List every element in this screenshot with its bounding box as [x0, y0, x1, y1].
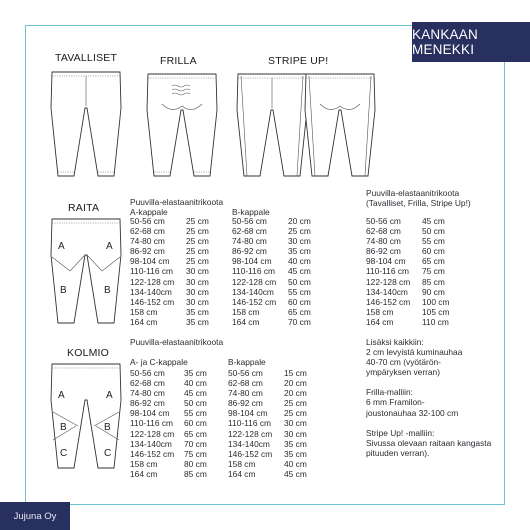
table-row [366, 226, 449, 236]
basic-fabric-label: Puuvilla-elastaanitrikoota [366, 188, 460, 198]
length-cell: 60 cm [288, 296, 311, 307]
table-row [232, 317, 311, 327]
table-row [130, 266, 209, 276]
kolmio-piece-a-left: A [58, 390, 65, 401]
kolmio-table-a [130, 368, 207, 479]
table-row [228, 439, 307, 449]
length-cell: 15 cm [284, 368, 307, 378]
table-row [366, 246, 449, 256]
basic-fabric-models: (Tavalliset, Frilla, Stripe Up!) [366, 198, 471, 208]
table-row [366, 236, 449, 246]
length-cell: 60 cm [184, 418, 207, 429]
length-cell: 110 cm [422, 316, 449, 327]
table-row [130, 459, 207, 469]
table-row [130, 469, 207, 479]
size-cell: 74-80 cm [228, 388, 263, 399]
size-cell: 122-128 cm [232, 276, 277, 287]
size-cell: 110-116 cm [366, 266, 409, 277]
length-cell: 30 cm [288, 236, 311, 247]
table-row [366, 216, 449, 226]
table-row [130, 439, 207, 449]
length-cell: 45 cm [422, 216, 445, 226]
size-cell: 74-80 cm [130, 236, 165, 247]
length-cell: 85 cm [422, 276, 445, 287]
size-cell: 146-152 cm [228, 448, 273, 459]
size-cell: 50-56 cm [130, 216, 165, 226]
size-cell: 98-104 cm [366, 256, 406, 267]
size-cell: 86-92 cm [228, 398, 263, 409]
length-cell: 65 cm [184, 428, 207, 439]
table-row [130, 277, 209, 287]
length-cell: 25 cm [186, 216, 209, 226]
table-row [228, 398, 307, 408]
table-row [130, 216, 209, 226]
table-row [130, 378, 207, 388]
raita-table-a-heading: A-kappale [130, 207, 168, 217]
size-cell: 134-140cm [232, 286, 274, 297]
size-cell: 86-92 cm [130, 398, 165, 409]
table-row [130, 398, 207, 408]
notes-frilla-line-1: 6 mm Framilon- [366, 397, 425, 408]
model-label-kolmio: KOLMIO [67, 347, 110, 359]
size-cell: 74-80 cm [366, 236, 401, 247]
kolmio-piece-c-right: C [104, 448, 112, 459]
table-row [130, 317, 209, 327]
raita-piece-b-left: B [60, 285, 67, 296]
size-cell: 134-140cm [130, 438, 172, 449]
model-label-tavalliset: TAVALLISET [55, 52, 118, 64]
size-cell: 146-152 cm [130, 448, 175, 459]
length-cell: 30 cm [186, 296, 209, 307]
size-cell: 122-128 cm [130, 428, 175, 439]
notes-block [366, 337, 501, 458]
size-cell: 74-80 cm [232, 236, 267, 247]
length-cell: 80 cm [184, 458, 207, 469]
table-row [232, 307, 311, 317]
table-row [130, 226, 209, 236]
raita-table-b [232, 216, 311, 327]
table-row [228, 418, 307, 428]
size-cell: 110-116 cm [232, 266, 275, 277]
length-cell: 35 cm [288, 246, 311, 257]
length-cell: 70 cm [184, 438, 207, 449]
kolmio-fabric-label: Puuvilla-elastaanitrikoota [130, 337, 224, 347]
table-row [130, 418, 207, 428]
table-row [232, 216, 311, 226]
notes-stripe-line-1: Sivussa olevaan raitaan kangasta [366, 437, 492, 448]
table-row [366, 256, 449, 266]
table-row [232, 266, 311, 276]
length-cell: 30 cm [284, 428, 307, 439]
kolmio-table-b-heading: B-kappale [228, 357, 266, 367]
notes-frilla-line-2: joustonauhaa 32-100 cm [366, 407, 459, 418]
length-cell: 50 cm [422, 226, 445, 237]
length-cell: 35 cm [184, 368, 207, 378]
length-cell: 45 cm [284, 468, 307, 479]
table-row [228, 378, 307, 388]
size-cell: 98-104 cm [228, 408, 268, 419]
length-cell: 35 cm [284, 438, 307, 449]
length-cell: 20 cm [284, 388, 307, 399]
size-cell: 86-92 cm [130, 246, 165, 257]
stripe-up-back-illustration [300, 70, 380, 180]
length-cell: 20 cm [288, 216, 311, 226]
length-cell: 25 cm [186, 226, 209, 237]
length-cell: 85 cm [184, 468, 207, 479]
length-cell: 40 cm [284, 458, 307, 469]
length-cell: 65 cm [288, 306, 311, 317]
table-row [232, 246, 311, 256]
length-cell: 50 cm [184, 398, 207, 409]
size-cell: 98-104 cm [232, 256, 272, 267]
table-row [130, 307, 209, 317]
length-cell: 100 cm [422, 296, 450, 307]
brand-footer: Jujuna Oy [0, 502, 70, 530]
basic-table [366, 216, 449, 327]
tavalliset-illustration [46, 68, 126, 180]
raita-table-a [130, 216, 209, 327]
raita-piece-b-right: B [104, 285, 111, 296]
size-cell: 110-116 cm [228, 418, 271, 429]
length-cell: 35 cm [186, 306, 209, 317]
raita-piece-a-left: A [58, 241, 65, 252]
table-row [228, 469, 307, 479]
table-row [232, 287, 311, 297]
size-cell: 164 cm [232, 316, 260, 327]
length-cell: 70 cm [288, 316, 311, 327]
size-cell: 146-152 cm [232, 296, 277, 307]
length-cell: 55 cm [422, 236, 445, 247]
length-cell: 30 cm [186, 286, 209, 297]
length-cell: 25 cm [186, 256, 209, 267]
length-cell: 30 cm [186, 266, 209, 277]
length-cell: 45 cm [288, 266, 311, 277]
table-row [130, 287, 209, 297]
size-cell: 74-80 cm [130, 388, 165, 399]
length-cell: 25 cm [186, 246, 209, 257]
length-cell: 35 cm [186, 316, 209, 327]
table-row [228, 459, 307, 469]
size-cell: 134-140cm [130, 286, 172, 297]
length-cell: 30 cm [186, 276, 209, 287]
kolmio-table-a-heading: A- ja C-kappale [130, 357, 188, 367]
length-cell: 90 cm [422, 286, 445, 297]
table-row [228, 368, 307, 378]
length-cell: 60 cm [422, 246, 445, 257]
raita-fabric-label: Puuvilla-elastaanitrikoota [130, 197, 224, 207]
length-cell: 105 cm [422, 306, 450, 317]
table-row [130, 368, 207, 378]
size-cell: 134-140cm [228, 438, 270, 449]
size-cell: 62-68 cm [130, 378, 165, 389]
kolmio-piece-a-right: A [106, 390, 113, 401]
table-row [130, 429, 207, 439]
size-cell: 122-128 cm [366, 276, 411, 287]
length-cell: 40 cm [184, 378, 207, 389]
size-cell: 134-140cm [366, 286, 408, 297]
size-cell: 62-68 cm [232, 226, 267, 237]
table-row [366, 287, 449, 297]
length-cell: 25 cm [186, 236, 209, 247]
table-row [366, 266, 449, 276]
length-cell: 35 cm [284, 448, 307, 459]
kolmio-piece-c-left: C [60, 448, 68, 459]
model-label-frilla: FRILLA [160, 55, 197, 67]
size-cell: 50-56 cm [228, 368, 263, 378]
size-cell: 98-104 cm [130, 408, 170, 419]
size-cell: 158 cm [228, 458, 256, 469]
length-cell: 75 cm [184, 448, 207, 459]
model-label-stripe-up: STRIPE UP! [268, 55, 329, 67]
size-cell: 50-56 cm [366, 216, 401, 226]
notes-frilla-heading: Frilla-malliin: [366, 387, 413, 398]
size-cell: 164 cm [366, 316, 394, 327]
table-row [232, 226, 311, 236]
size-cell: 158 cm [130, 306, 158, 317]
length-cell: 45 cm [184, 388, 207, 399]
size-cell: 122-128 cm [130, 276, 175, 287]
length-cell: 55 cm [184, 408, 207, 419]
table-row [130, 297, 209, 307]
size-cell: 62-68 cm [130, 226, 165, 237]
length-cell: 25 cm [288, 226, 311, 237]
size-cell: 164 cm [130, 468, 158, 479]
length-cell: 50 cm [288, 276, 311, 287]
table-row [366, 307, 449, 317]
length-cell: 75 cm [422, 266, 445, 277]
kolmio-illustration [46, 360, 126, 472]
length-cell: 25 cm [284, 408, 307, 419]
length-cell: 25 cm [284, 398, 307, 409]
length-cell: 40 cm [288, 256, 311, 267]
notes-stripe-heading: Stripe Up! -malliin: [366, 427, 435, 438]
size-cell: 86-92 cm [366, 246, 401, 257]
table-row [130, 408, 207, 418]
raita-table-b-heading: B-kappale [232, 207, 270, 217]
table-row [228, 429, 307, 439]
size-cell: 98-104 cm [130, 256, 170, 267]
table-row [366, 297, 449, 307]
model-label-raita: RAITA [68, 202, 100, 214]
length-cell: 65 cm [422, 256, 445, 267]
table-row [366, 317, 449, 327]
kolmio-piece-b-right: B [104, 422, 111, 433]
raita-piece-a-right: A [106, 241, 113, 252]
table-row [130, 236, 209, 246]
size-cell: 110-116 cm [130, 418, 173, 429]
table-row [228, 408, 307, 418]
kolmio-table-b [228, 368, 307, 479]
size-cell: 62-68 cm [228, 378, 263, 389]
table-row [232, 236, 311, 246]
notes-all-line-3: ympäryksen verran) [366, 367, 441, 378]
size-cell: 62-68 cm [366, 226, 401, 237]
size-cell: 164 cm [228, 468, 256, 479]
notes-all-line-1: 2 cm levyistä kuminauhaa [366, 347, 463, 358]
size-cell: 146-152 cm [366, 296, 411, 307]
size-cell: 158 cm [130, 458, 158, 469]
table-row [366, 277, 449, 287]
size-cell: 146-152 cm [130, 296, 175, 307]
size-cell: 50-56 cm [130, 368, 165, 378]
length-cell: 30 cm [284, 418, 307, 429]
size-cell: 158 cm [232, 306, 260, 317]
table-row [130, 449, 207, 459]
length-cell: 55 cm [288, 286, 311, 297]
table-row [232, 277, 311, 287]
table-row [130, 388, 207, 398]
page-title: KANKAAN MENEKKI [412, 22, 530, 62]
notes-all-line-2: 40-70 cm (vyötärön- [366, 357, 441, 368]
table-row [130, 256, 209, 266]
size-cell: 86-92 cm [232, 246, 267, 257]
size-cell: 122-128 cm [228, 428, 273, 439]
size-cell: 50-56 cm [232, 216, 267, 226]
length-cell: 20 cm [284, 378, 307, 389]
table-row [232, 297, 311, 307]
table-row [228, 449, 307, 459]
size-cell: 164 cm [130, 316, 158, 327]
table-row [228, 388, 307, 398]
size-cell: 158 cm [366, 306, 394, 317]
kolmio-piece-b-left: B [60, 422, 67, 433]
notes-stripe-line-2: pituuden verran). [366, 447, 430, 458]
notes-all-heading: Lisäksi kaikkiin: [366, 337, 424, 347]
frilla-illustration [142, 70, 222, 180]
table-row [232, 256, 311, 266]
table-row [130, 246, 209, 256]
raita-illustration [46, 215, 126, 327]
size-cell: 110-116 cm [130, 266, 173, 277]
